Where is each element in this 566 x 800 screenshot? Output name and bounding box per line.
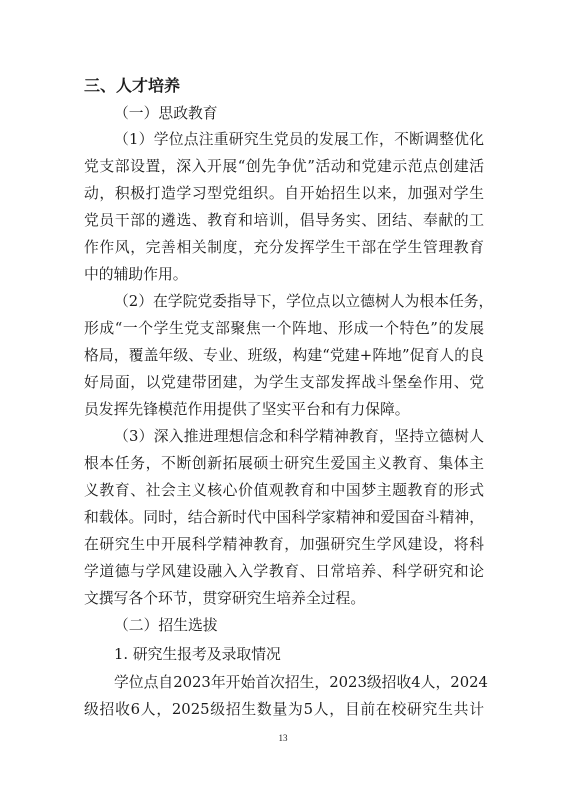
paragraph-line: 中的辅助作用。 bbox=[84, 266, 188, 283]
paragraph-line: 根本任务，不断创新拓展硕士研究生爱国主义教育、集体主 bbox=[84, 455, 484, 472]
paragraph-line: 格局，覆盖年级、专业、班级，构建“党建+阵地”促育人的良 bbox=[84, 347, 484, 364]
paragraph-line: （3）深入推进理想信念和科学精神教育，坚持立德树人 bbox=[114, 428, 484, 445]
paragraph-line: 和载体。同时，结合新时代中国科学家精神和爱国奋斗精神， bbox=[84, 509, 484, 526]
paragraph-line: 作作风，完善相关制度，充分发挥学生干部在学生管理教育 bbox=[84, 239, 484, 256]
subsection-heading-ideological-education: （一）思政教育 bbox=[114, 105, 218, 122]
paragraph-line: 员发挥先锋模范作用提供了坚实平台和有力保障。 bbox=[84, 401, 410, 418]
page-number: 13 bbox=[278, 733, 288, 743]
paragraph-line: 动，积极打造学习型党组织。自开始招生以来，加强对学生 bbox=[84, 185, 484, 202]
paragraph-line: 形成“一个学生党支部聚焦一个阵地、形成一个特色”的发展 bbox=[84, 320, 484, 337]
paragraph-line: 学位点自2023年开始首次招生，2023级招收4人，2024 bbox=[114, 674, 488, 691]
paragraph-line: 党员干部的遴选、教育和培训，倡导务实、团结、奉献的工 bbox=[84, 212, 484, 229]
item-heading-application-admission: 1. 研究生报考及录取情况 bbox=[114, 646, 281, 663]
paragraph-line: 在研究生中开展科学精神教育，加强研究生学风建设，将科 bbox=[84, 536, 484, 553]
paragraph-line: 文撰写各个环节，贯穿研究生培养全过程。 bbox=[84, 590, 366, 607]
paragraph-line: （2）在学院党委指导下，学位点以立德树人为根本任务， bbox=[114, 293, 494, 310]
paragraph-line: 级招收6人，2025级招生数量为5人，目前在校研究生共计 bbox=[84, 701, 484, 718]
paragraph-line: 党支部设置，深入开展“创先争优”活动和党建示范点创建活 bbox=[84, 158, 484, 175]
section-heading: 三、人才培养 bbox=[84, 76, 181, 95]
paragraph-line: （1）学位点注重研究生党员的发展工作，不断调整优化 bbox=[114, 131, 484, 148]
subsection-heading-admissions: （二）招生选拔 bbox=[114, 617, 218, 634]
paragraph-line: 好局面，以党建带团建，为学生支部发挥战斗堡垒作用、党 bbox=[84, 374, 484, 391]
paragraph-line: 学道德与学风建设融入入学教育、日常培养、科学研究和论 bbox=[84, 563, 484, 580]
paragraph-line: 义教育、社会主义核心价值观教育和中国梦主题教育的形式 bbox=[84, 482, 484, 499]
